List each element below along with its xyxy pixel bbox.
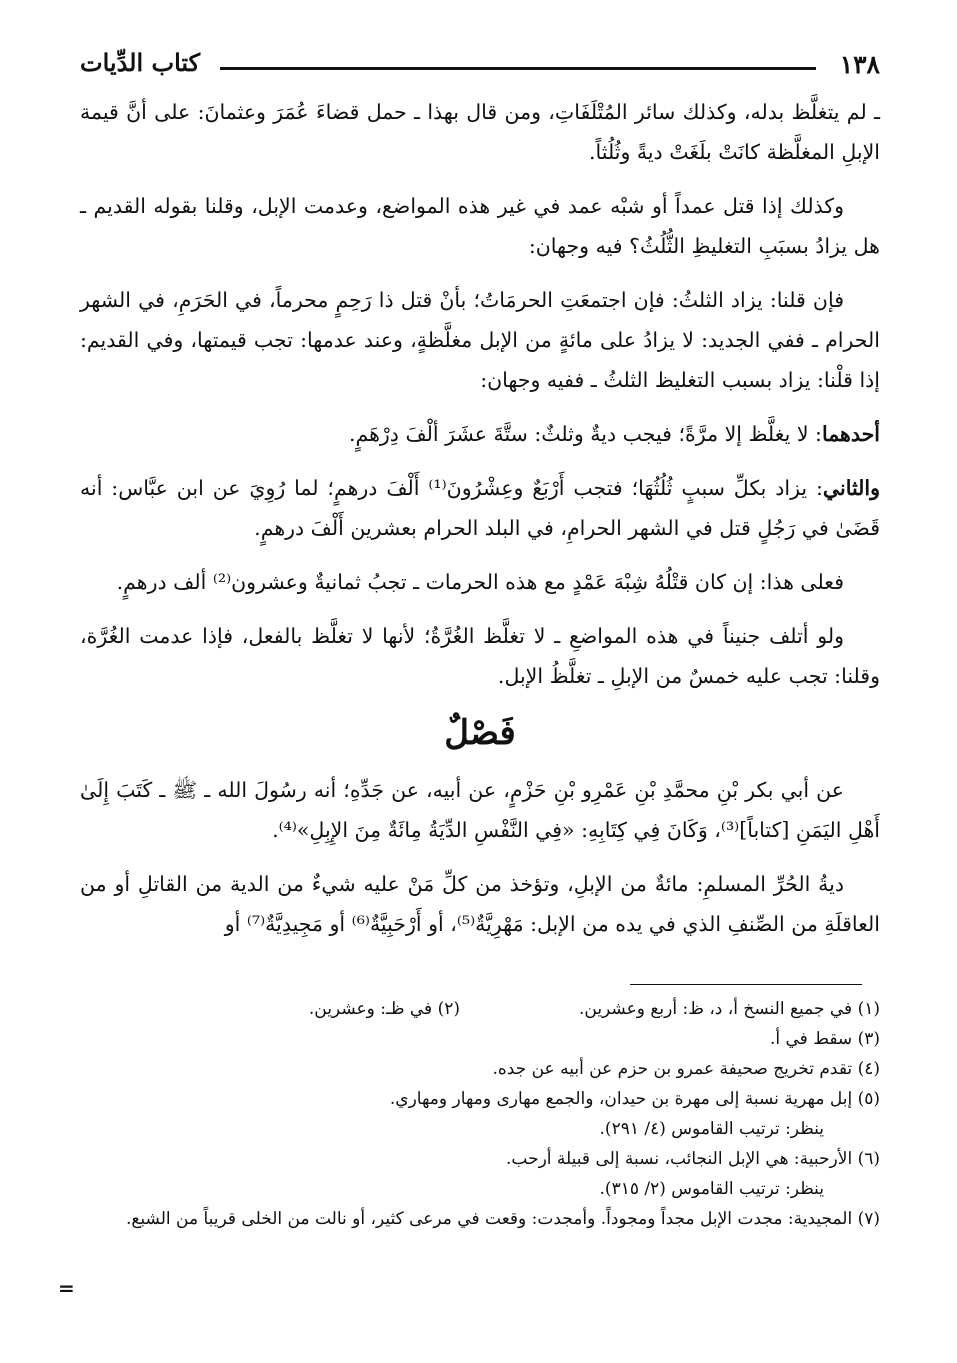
paragraph: فعلى هذا: إن كان قتْلُهُ شِبْهَ عَمْدٍ مع هذه الحرمات ـ تجبُ ثمانيةٌ وعشرون⁽²⁾ ألف درهمٍ. (116, 570, 844, 594)
footnote-1: (١) في جميع النسخ أ، د، ظ: أربع وعشرين. (578, 999, 880, 1019)
section-heading: فَصْلٌ (444, 713, 516, 753)
second-opinion-text: : يزاد بكلِّ سببٍ ثُلُثُهَا؛ فتجب أَرْبَعٌ وعِشْرُونَ⁽¹⁾ أَلْفَ درهمٍ؛ لما رُوِيَ عن ابن عبَّاس: أنه قَضَىٰ في رَجُلٍ قتل في الشهر الحرامِ، في البلد الحرام بعشرين أَلْفَ درهمٍ. (80, 476, 880, 540)
first-opinion-text: : لا يغلَّظ إلا مرَّةً؛ فيجب ديةٌ وثلثٌ: ستَّةَ عشَرَ ألْفَ دِرْهَمٍ. (348, 422, 822, 446)
page-header (80, 44, 880, 84)
continuation-mark: = (58, 1276, 75, 1300)
footnote-separator (630, 984, 862, 985)
paragraph: وكذلك إذا قتل عمداً أو شبْه عمد في غير هذه المواضع، وعدمت الإبل، وقلنا بقوله القديم ـ هل يزادُ بسبَبِ التغليظِ الثُّلُثُ؟ فيه وجهان: (80, 194, 880, 258)
footnote-7: (٧) المجيدية: مجدت الإبل مجداً ومجوداً. وأمجدت: وقعت في مرعى كثير، أو نالت من الخلى قريباً من الشبع. (125, 1209, 880, 1229)
first-opinion-lead: أحدهما (821, 422, 880, 446)
footnote-row (80, 994, 880, 1024)
footnote-4: (٤) تقدم تخريج صحيفة عمرو بن حزم عن أبيه عن جده. (492, 1059, 880, 1079)
paragraph: عن أبي بكر بْنِ محمَّدِ بْنِ عَمْرِو بْنِ حَزْمٍ، عن أبيه، عن جَدِّهِ؛ أنه رسُولَ الله ـ ﷺ ـ كَتَبَ إِلَىٰ أَهْلِ اليَمَنِ [كتاباً]⁽³⁾، وَكَانَ فِي كِتَابِهِ: «فِي النَّفْسِ الدِّيَةُ مِائَةٌ مِنَ الإِبِلِ»⁽⁴⁾. (80, 778, 880, 842)
footnotes (80, 994, 880, 1234)
main-text (80, 92, 880, 958)
paragraph: ديةُ الحُرِّ المسلمِ: مائةٌ من الإبلِ، وتؤخذ من كلِّ مَنْ عليه شيءٌ من الدية من القاتلِ أو من العاقلَةِ من الصِّنفِ الذي في يده من الإبل: مَهْرِيَّةٌ⁽⁵⁾، أو أَرْحَبِيَّةٌ⁽⁶⁾ أو مَجِيدِيَّةٌ⁽⁷⁾ أو (80, 872, 880, 936)
footnote-5-reference: ينظر: ترتيب القاموس (٤/ ٢٩١). (599, 1119, 824, 1139)
paragraph: فإن قلنا: يزاد الثلثُ: فإن اجتمعَتِ الحرمَاتُ؛ بأنْ قتل ذا رَحِمٍ محرماً، في الحَرَمِ، في الشهر الحرام ـ ففي الجديد: لا يزادُ على مائةٍ من الإبل مغلَّظةٍ، وعند عدمها: تجب قيمتها، وفي القديم: إذا قلْنا: يزاد بسبب التغليظ الثلثُ ـ ففيه وجهان: (80, 288, 880, 392)
running-title: كتاب الدِّيات (80, 48, 201, 77)
first-opinion (80, 414, 880, 454)
paragraph: ـ لم يتغلَّظ بدله، وكذلك سائر المُتْلَفَاتِ، ومن قال بهذا ـ حمل قضاءَ عُمَرَ وعثمانَ: على أنَّ قيمة الإبلِ المغلَّظة كانَتْ بلَغَتْ ديةً وثُلُثاً. (80, 100, 880, 164)
header-rule (220, 67, 816, 70)
second-opinion (80, 468, 880, 548)
footnote-6-reference: ينظر: ترتيب القاموس (٢/ ٣١٥). (599, 1179, 824, 1199)
footnote-2: (٢) في ظـ: وعشرين. (308, 999, 460, 1019)
footnote-6: (٦) الأرحبية: هي الإبل النجائب، نسبة إلى قبيلة أرحب. (505, 1149, 880, 1169)
paragraph: ولو أتلف جنيناً في هذه المواضعِ ـ لا تغلَّظ الغُرَّةُ؛ لأنها لا تغلَّظ بالفعل، فإذا عدمت الغُرَّة، وقلنا: تجب عليه خمسٌ من الإبلِ ـ تغلَّظُ الإبل. (80, 624, 880, 688)
footnote-3: (٣) سقط في أ. (769, 1029, 880, 1049)
footnote-5: (٥) إبل مهرية نسبة إلى مهرة بن حيدان، والجمع مهارى ومهار ومهاري. (389, 1089, 880, 1109)
second-opinion-lead: والثاني (822, 476, 880, 500)
page-number: ١٣٨ (839, 50, 880, 79)
